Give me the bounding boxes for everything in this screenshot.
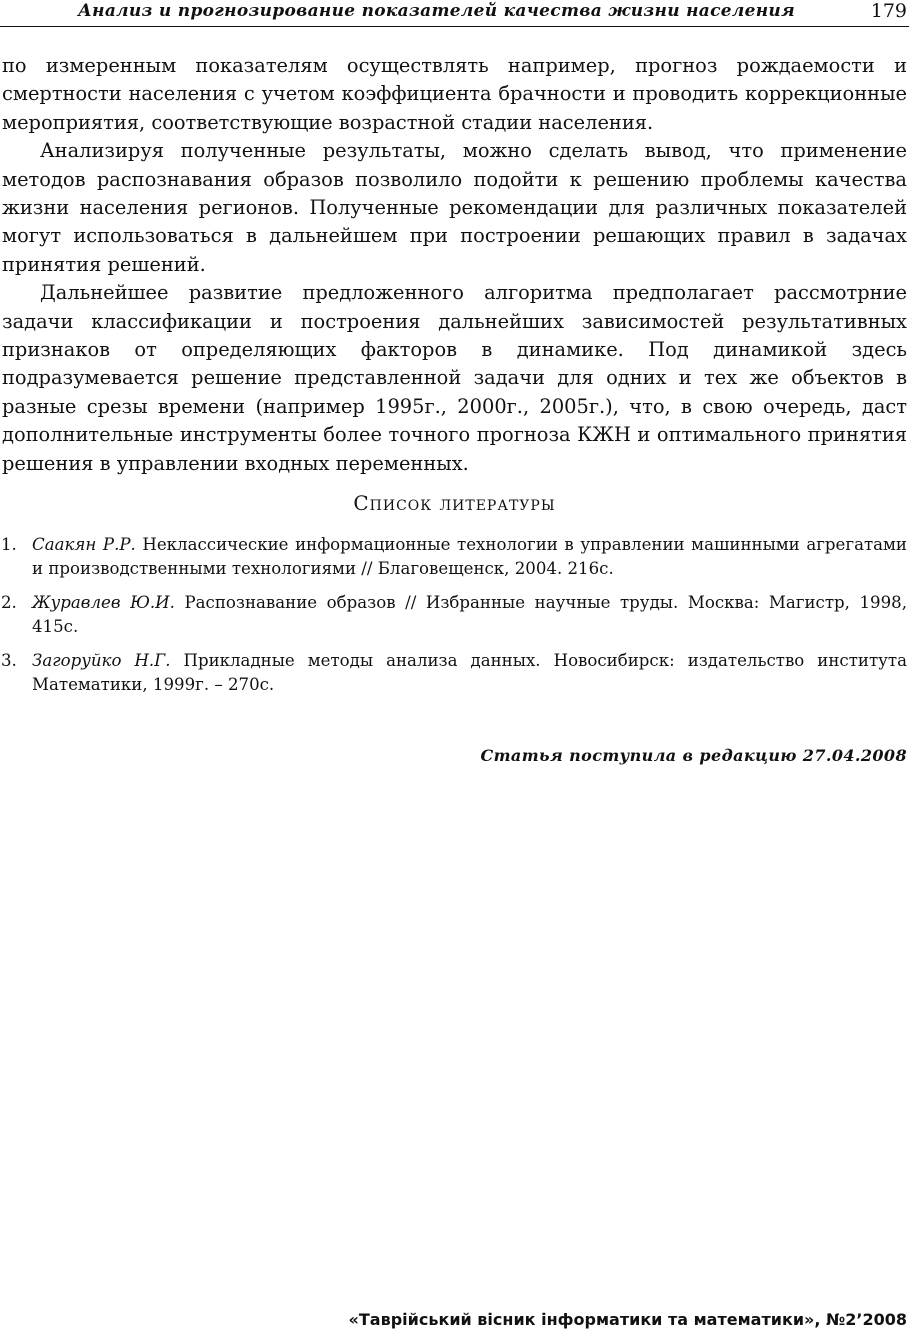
reference-number: 1. xyxy=(1,535,17,554)
references-list xyxy=(0,533,907,707)
paragraph-3: Дальнейшее развитие предложенного алгоритма предполагает рассмотрние задачи классификации и построения дальнейших зависимостей результативных признаков от определяющих факторов в динамике. Под динамикой здесь подразумевается решение представленной задачи для одних и тех же объектов в разные срезы времени (например 1995г., 2000г., 2005г.), что, в свою очередь, даст дополнительные инструменты более точного прогноза КЖН и оптимального принятия решения в управлении входных переменных. xyxy=(2,281,907,475)
running-header xyxy=(0,0,909,27)
references-heading: Список литературы xyxy=(353,491,556,515)
reference-number: 3. xyxy=(1,651,17,670)
body-text xyxy=(2,52,907,478)
journal-footer: «Таврійський вісник інформатики та математики», №2’2008 xyxy=(348,1310,907,1329)
received-date-note: Статья поступила в редакцию 27.04.2008 xyxy=(480,746,907,765)
reference-item xyxy=(0,533,907,581)
reference-text: Неклассические информационные технологии в управлении машинными агрегатами и производственными технологиями // Благовещенск, 2004. 216с. xyxy=(32,535,907,578)
reference-item xyxy=(0,591,907,639)
page-number: 179 xyxy=(870,0,907,22)
reference-author: Журавлев Ю.И. xyxy=(32,593,175,612)
reference-item xyxy=(0,649,907,697)
reference-number: 2. xyxy=(1,593,17,612)
running-title: Анализ и прогнозирование показателей качества жизни населения xyxy=(78,1,795,21)
reference-text: Распознавание образов // Избранные научные труды. Москва: Магистр, 1998, 415с. xyxy=(32,593,907,636)
reference-author: Загоруйко Н.Г. xyxy=(32,651,171,670)
reference-author: Саакян Р.Р. xyxy=(32,535,136,554)
paragraph-1: по измеренным показателям осуществлять например, прогноз рождаемости и смертности населения с учетом коэффициента брачности и проводить коррекционные мероприятия, соответствующие возрастной стадии населения. xyxy=(2,54,907,134)
paragraph-2: Анализируя полученные результаты, можно сделать вывод, что применение методов распознавания образов позволило подойти к решению проблемы качества жизни населения регионов. Полученные рекомендации для различных показателей могут использоваться в дальнейшем при построении решающих правил в задачах принятия решений. xyxy=(2,139,907,276)
reference-text: Прикладные методы анализа данных. Новосибирск: издательство института Математики, 1999г. – 270с. xyxy=(32,651,907,694)
